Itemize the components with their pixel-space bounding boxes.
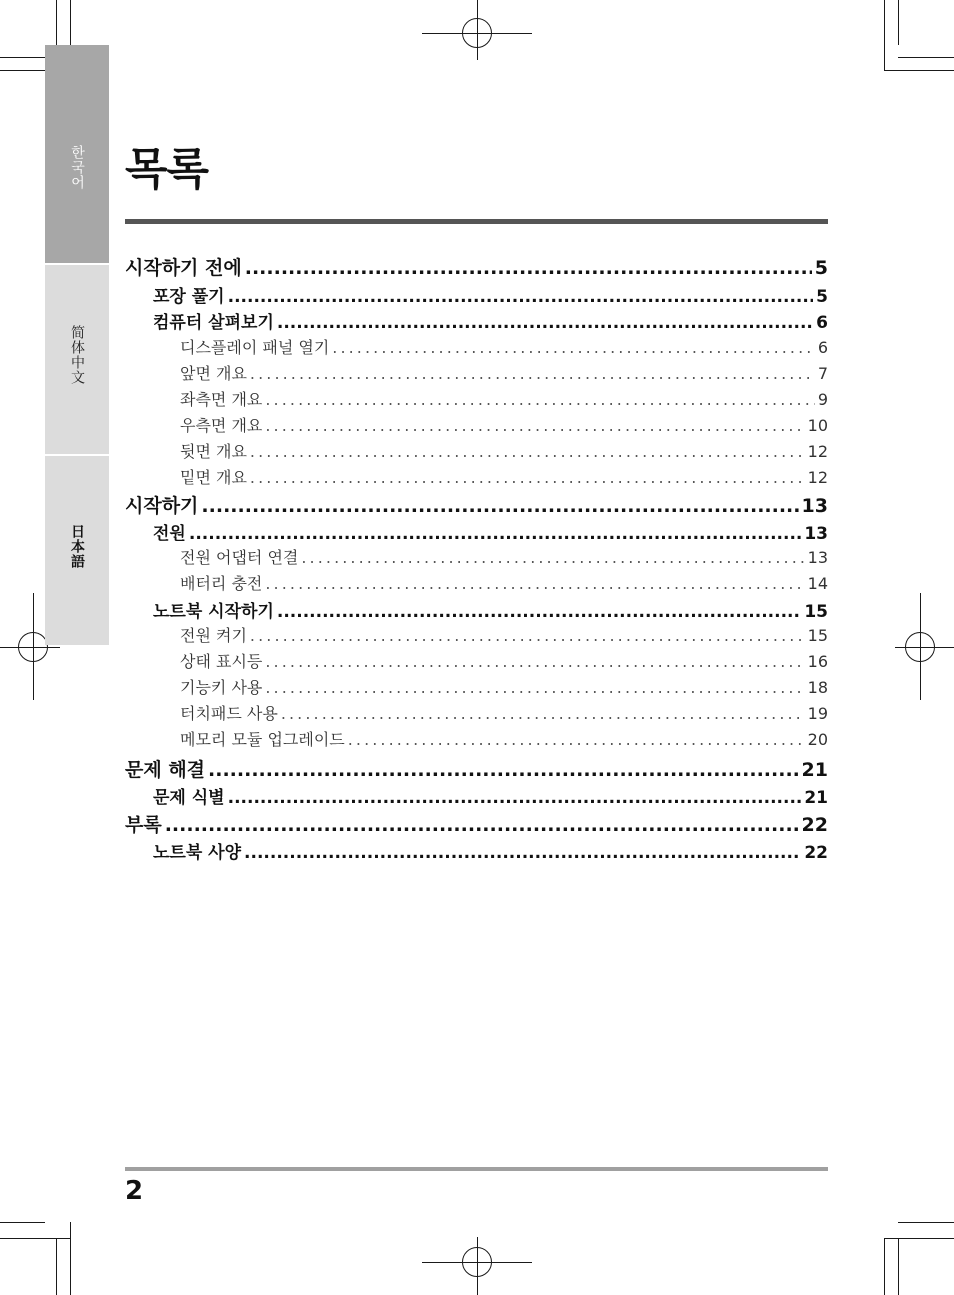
toc-entry[interactable] xyxy=(125,519,828,544)
toc-entry[interactable] xyxy=(125,838,828,863)
toc-entry-title: 우측면 개요 xyxy=(180,416,263,435)
toc-entry-page: 10 xyxy=(807,416,828,435)
toc-entry-page: 5 xyxy=(816,287,828,307)
toc-entry-page: 22 xyxy=(804,843,828,863)
toc-entry[interactable] xyxy=(125,387,828,410)
toc-dot-leader xyxy=(281,704,805,723)
toc-entry-title: 전원 xyxy=(153,524,186,544)
toc-dot-leader xyxy=(348,730,805,749)
toc-entry-title: 좌측면 개요 xyxy=(180,390,263,409)
toc-dot-leader xyxy=(189,524,801,544)
toc-entry-page: 13 xyxy=(807,548,828,567)
toc-dot-leader xyxy=(165,814,799,836)
toc-entry-title: 밑면 개요 xyxy=(180,468,247,487)
toc-entry-title: 상태 표시등 xyxy=(180,652,263,671)
toc-entry[interactable] xyxy=(125,253,828,280)
toc-entry[interactable] xyxy=(125,755,828,782)
toc-dot-leader xyxy=(208,759,799,781)
toc-dot-leader xyxy=(265,652,804,671)
toc-entry-page: 14 xyxy=(807,574,828,593)
toc-entry-page: 9 xyxy=(817,390,828,409)
toc-entry-page: 6 xyxy=(817,338,828,357)
toc-entry[interactable] xyxy=(125,361,828,384)
toc-dot-leader xyxy=(250,626,805,645)
toc-entry[interactable] xyxy=(125,810,828,837)
toc-dot-leader xyxy=(250,442,805,461)
toc-entry-title: 전원 켜기 xyxy=(180,626,247,645)
toc-entry[interactable] xyxy=(125,439,828,462)
toc-entry-page: 21 xyxy=(804,788,828,808)
toc-entry-title: 배터리 충전 xyxy=(180,574,263,593)
toc-entry-page: 20 xyxy=(807,730,828,749)
toc-entry-title: 포장 풀기 xyxy=(153,287,225,307)
toc-entry-page: 21 xyxy=(801,759,828,781)
toc-dot-leader xyxy=(250,364,815,383)
toc-entry-title: 앞면 개요 xyxy=(180,364,247,383)
tab-korean[interactable] xyxy=(45,45,109,263)
toc-entry-page: 6 xyxy=(816,313,828,333)
toc-dot-leader xyxy=(245,257,812,279)
toc-entry[interactable] xyxy=(125,465,828,488)
toc-entry[interactable] xyxy=(125,413,828,436)
tab-chinese[interactable] xyxy=(45,265,109,454)
toc-entry[interactable] xyxy=(125,701,828,724)
toc-entry-title: 시작하기 전에 xyxy=(125,257,242,279)
toc-dot-leader xyxy=(277,313,813,333)
toc-entry-page: 13 xyxy=(801,495,828,517)
toc-entry[interactable] xyxy=(125,545,828,568)
toc-entry-title: 디스플레이 패널 열기 xyxy=(180,338,330,357)
toc-entry-title: 기능키 사용 xyxy=(180,678,263,697)
toc-entry-title: 부록 xyxy=(125,814,162,836)
toc-entry[interactable] xyxy=(125,282,828,307)
toc-entry-title: 뒷면 개요 xyxy=(180,442,247,461)
toc-dot-leader xyxy=(228,788,802,808)
toc-entry-title: 시작하기 xyxy=(125,495,199,517)
toc-entry-title: 전원 어댑터 연결 xyxy=(180,548,299,567)
toc-dot-leader xyxy=(250,468,805,487)
toc-entry-page: 15 xyxy=(807,626,828,645)
language-tabs xyxy=(45,45,109,645)
title-divider xyxy=(125,219,828,224)
toc-dot-leader xyxy=(201,495,798,517)
toc-entry-page: 13 xyxy=(804,524,828,544)
toc-entry[interactable] xyxy=(125,675,828,698)
toc-entry[interactable] xyxy=(125,597,828,622)
toc-entry-title: 노트북 시작하기 xyxy=(153,602,274,622)
tab-korean-label: 한국어 xyxy=(69,145,85,190)
toc-entry[interactable] xyxy=(125,335,828,358)
page-title: 목록 xyxy=(125,144,209,195)
toc-entry-title: 문제 식별 xyxy=(153,788,225,808)
tab-japanese[interactable] xyxy=(45,456,109,645)
page-number: 2 xyxy=(125,1176,144,1206)
toc-entry-title: 터치패드 사용 xyxy=(180,704,278,723)
toc-entry[interactable] xyxy=(125,783,828,808)
toc-entry-page: 19 xyxy=(807,704,828,723)
toc-dot-leader xyxy=(332,338,815,357)
toc-entry-page: 12 xyxy=(807,468,828,487)
toc-entry[interactable] xyxy=(125,649,828,672)
toc-dot-leader xyxy=(301,548,804,567)
toc-dot-leader xyxy=(228,287,814,307)
toc-entry-title: 컴퓨터 살펴보기 xyxy=(153,313,274,333)
toc-dot-leader xyxy=(265,574,804,593)
toc-entry[interactable] xyxy=(125,727,828,750)
toc-dot-leader xyxy=(244,843,801,863)
toc-entry[interactable] xyxy=(125,571,828,594)
footer-divider xyxy=(125,1167,828,1171)
toc-entry-title: 메모리 모듈 업그레이드 xyxy=(180,730,345,749)
toc-entry-page: 22 xyxy=(801,814,828,836)
toc-entry[interactable] xyxy=(125,623,828,646)
tab-japanese-label: 日本語 xyxy=(69,524,85,569)
toc-entry-page: 12 xyxy=(807,442,828,461)
toc-entry[interactable] xyxy=(125,491,828,518)
toc-entry-page: 18 xyxy=(807,678,828,697)
toc-dot-leader xyxy=(277,602,801,622)
toc-dot-leader xyxy=(265,390,814,409)
toc-entry-page: 5 xyxy=(814,257,828,279)
toc-entry-title: 노트북 사양 xyxy=(153,843,242,863)
toc-entry-title: 문제 해결 xyxy=(125,759,206,781)
toc-entry-page: 15 xyxy=(804,602,828,622)
toc-entry-page: 16 xyxy=(807,652,828,671)
toc-dot-leader xyxy=(265,416,804,435)
tab-chinese-label: 简体中文 xyxy=(69,325,85,385)
toc-dot-leader xyxy=(265,678,804,697)
toc-entry-page: 7 xyxy=(817,364,828,383)
toc-entry[interactable] xyxy=(125,308,828,333)
